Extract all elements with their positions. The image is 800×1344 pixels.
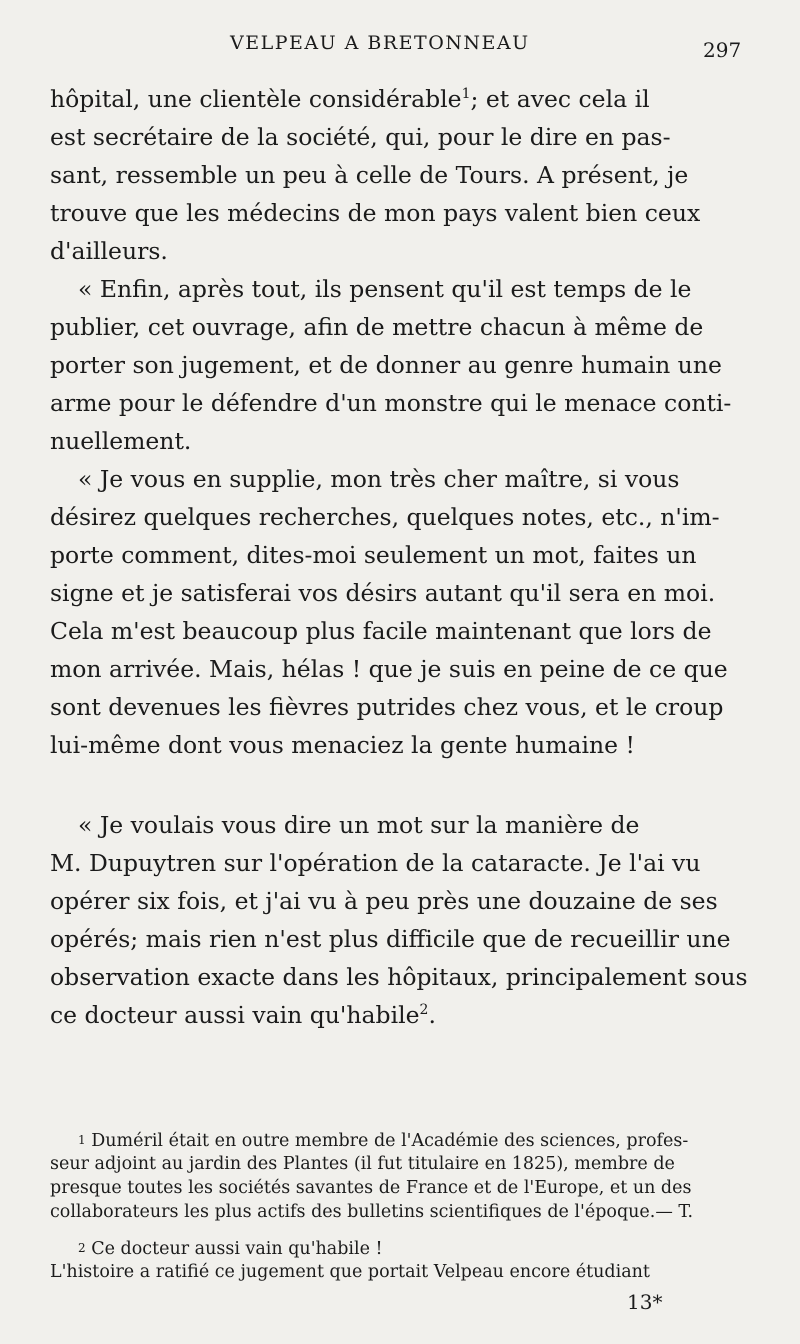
text-line: opérés; mais rien n'est plus difficile que de recueillir une [50,925,731,953]
footnote-2 [50,1236,755,1284]
footnote-mark: 1 [78,1133,86,1147]
paragraph-3 [50,460,750,764]
text-line: arme pour le défendre d'un monstre qui le menace conti- [50,389,732,417]
text-line: « Enfin, après tout, ils pensent qu'il est temps de le [78,275,692,303]
text-line: est secrétaire de la société, qui, pour le dire en pas- [50,123,671,151]
text-line: désirez quelques recherches, quelques notes, etc., n'im- [50,503,720,531]
text-line: lui-même dont vous menaciez la gente humaine ! [50,731,635,759]
text-line: d'ailleurs. [50,237,168,265]
text-line: observation exacte dans les hôpitaux, principalement sous [50,963,748,991]
text-line: trouve que les médecins de mon pays valent bien ceux [50,199,701,227]
page-number: 297 [703,38,742,62]
footnote-line: L'histoire a ratifié ce jugement que portait Velpeau encore étudiant [50,1262,650,1282]
footnote-line [50,1236,755,1260]
running-title: VELPEAU A BRETONNEAU [230,32,530,54]
footnote-1 [50,1128,755,1224]
footnote-line [50,1128,755,1152]
text-line [50,996,750,1034]
footnotes [50,1128,755,1284]
text-line: porte comment, dites-moi seulement un mot, faites un [50,541,697,569]
text-line: porter son jugement, et de donner au genre humain une [50,351,722,379]
text-run: . [428,1001,436,1029]
text-run: Duméril était en outre membre de l'Académie des sciences, profes- [91,1131,689,1151]
footnote-ref-1: 1 [461,86,471,103]
footnote-ref-2: 2 [419,1002,429,1019]
text-line: mon arrivée. Mais, hélas ! que je suis en peine de ce que [50,655,728,683]
text-line: M. Dupuytren sur l'opération de la cataracte. Je l'ai vu [50,849,701,877]
footnote-mark: 2 [78,1241,86,1255]
text-run: hôpital, une clientèle considérable [50,85,462,113]
text-run: ce docteur aussi vain qu'habile [50,1001,420,1029]
text-run: Ce docteur aussi vain qu'habile ! [91,1239,383,1259]
text-line: sant, ressemble un peu à celle de Tours. A présent, je [50,161,689,189]
text-line: opérer six fois, et j'ai vu à peu près une douzaine de ses [50,887,718,915]
text-line: sont devenues les fièvres putrides chez vous, et le croup [50,693,724,721]
text-line: signe et je satisferai vos désirs autant qu'il sera en moi. [50,579,716,607]
paragraph-2 [50,270,750,460]
paragraph-1 [50,80,750,270]
footnote-line: collaborateurs les plus actifs des bulletins scientifiques de l'époque.— T. [50,1202,694,1222]
paragraph-4 [50,806,750,1034]
signature-mark: 13* [627,1290,663,1314]
footnote-line: seur adjoint au jardin des Plantes (il fut titulaire en 1825), membre de [50,1154,675,1174]
text-run: ; et avec cela il [470,85,650,113]
text-line: « Je voulais vous dire un mot sur la manière de [78,811,640,839]
text-line: nuellement. [50,427,192,455]
text-line: « Je vous en supplie, mon très cher maître, si vous [78,465,680,493]
text-line: Cela m'est beaucoup plus facile maintenant que lors de [50,617,712,645]
footnote-line: presque toutes les sociétés savantes de France et de l'Europe, et un des [50,1178,692,1198]
text-line [50,80,750,118]
body-text [50,80,750,1034]
text-line: publier, cet ouvrage, afin de mettre chacun à même de [50,313,704,341]
